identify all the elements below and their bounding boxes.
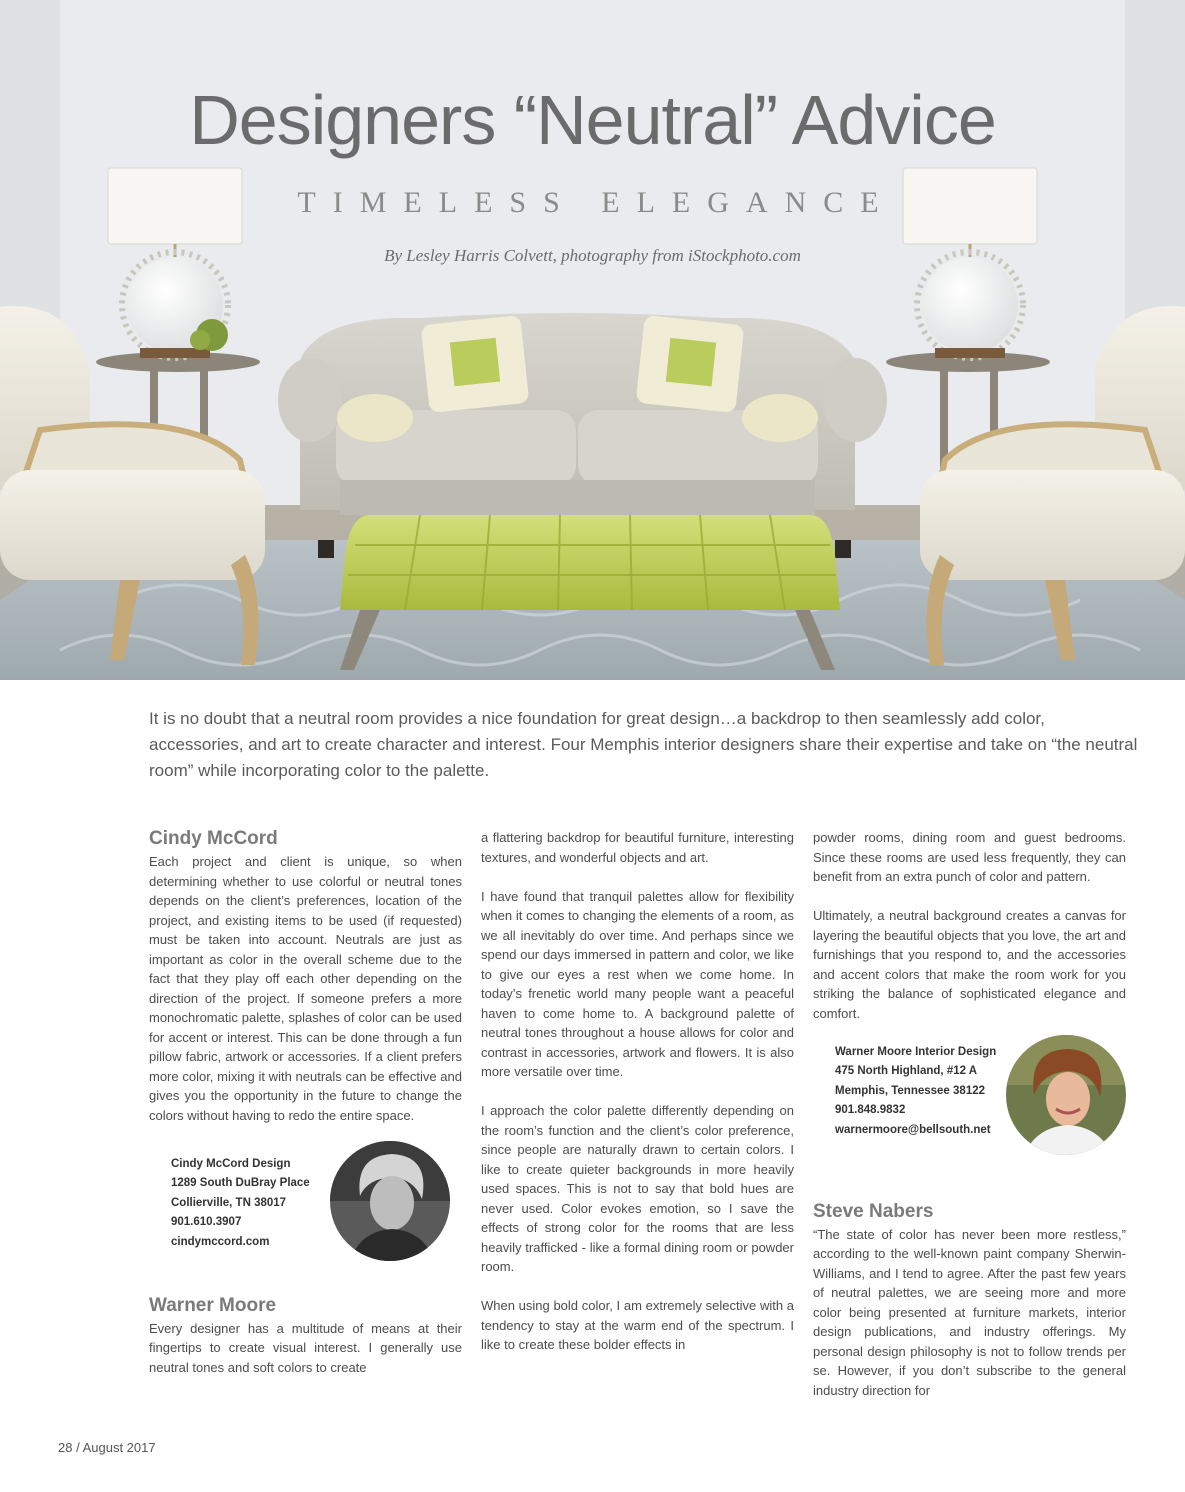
portrait-photo-warner (1006, 1035, 1126, 1155)
hero-photo (0, 0, 1185, 680)
contact-email: warnermoore@bellsouth.net (835, 1123, 991, 1136)
body-paragraph: Ultimately, a neutral background creates a canvas for layering the beautiful objects that you love, the art and furnishings that you respond to, and the accessories and accent colors that make the room work for you striking the balance of sophisticated elegance and comfort. (813, 908, 1126, 1021)
body-paragraph: “The state of color has never been more restless,” according to the well-known paint company Sherwin-Williams, and I tend to agree. After the past few years of neutral palettes, we are seeing more and more color being presented at furniture markets, interior design publications, and industry offerings. My personal design philosophy is not to follow trends per se. However, if you don’t subscribe to the general industry direction for (813, 1226, 1126, 1398)
body-paragraph: a flattering backdrop for beautiful furniture, interesting textures, and wonderful objects and art. (481, 830, 794, 865)
contact-company: Cindy McCord Design (171, 1157, 291, 1170)
body-paragraph: I have found that tranquil palettes allow for flexibility when it comes to changing the elements of a room, as we all inevitably do over time. And perhaps since we spend our days immersed in pattern and color, we like to give our eyes a rest when we come home. In today’s frenetic world many people want a peaceful haven to come home to. A background palette of neutral tones throughout a house allows for color and contrast in accessories, artwork and flowers. It is also more versatile over time. (481, 888, 794, 1079)
contact-city: Memphis, Tennessee 38122 (835, 1084, 985, 1097)
article-byline: By Lesley Harris Colvett, photography from iStockphoto.com (384, 246, 801, 265)
body-paragraph: I approach the color palette differently depending on the room’s function and the client’s color preference, since people are naturally drawn to certain colors. I like to create quieter backgrounds in more heavily used spaces. This is not to say that bold hues are never used. Color evokes emotion, so I save the effects of strong color for the rooms that are less heavily trafficked - like a formal dining room or powder room. (481, 1103, 794, 1274)
contact-details (835, 1043, 996, 1141)
contact-phone: 901.848.9832 (835, 1104, 906, 1116)
contact-city: Collierville, TN 38017 (171, 1196, 287, 1209)
portrait-photo-cindy (330, 1141, 450, 1261)
designer-name-steve: Steve Nabers (813, 1200, 934, 1222)
article-subtitle: TIMELESS ELEGANCE (297, 186, 896, 219)
page-footer: 28 / August 2017 (58, 1440, 156, 1455)
column-1 (149, 828, 462, 1397)
contact-details (171, 1155, 310, 1253)
contact-card-warner (813, 1043, 1126, 1191)
column-2 (481, 828, 794, 1374)
intro-paragraph: It is no doubt that a neutral room provides a nice foundation for great design…a backdrop to then seamlessly add color, accessories, and art to create character and interest. Four Memphis interior designers share their expertise and take on “the neutral room” while incorporating color to the palette. (149, 709, 1138, 780)
contact-card-cindy (149, 1145, 462, 1285)
body-paragraph: Every designer has a multitude of means at their fingertips to create visual interest. I generally use neutral tones and soft colors to create (149, 1320, 462, 1375)
designer-name-cindy: Cindy McCord (149, 828, 278, 849)
body-paragraph: powder rooms, dining room and guest bedrooms. Since these rooms are used less frequently, they can benefit from an extra punch of color and pattern. (813, 830, 1126, 884)
designer-name-warner: Warner Moore (149, 1294, 277, 1316)
contact-address: 475 North Highland, #12 A (835, 1065, 978, 1077)
column-3 (813, 828, 1126, 1420)
article-title: Designers “Neutral” Advice (189, 81, 996, 159)
contact-company: Warner Moore Interior Design (835, 1045, 997, 1058)
body-paragraph: When using bold color, I am extremely selective with a tendency to stay at the warm end of the spectrum. I like to create these bolder effects in (481, 1298, 794, 1352)
contact-website: cindymccord.com (171, 1235, 270, 1248)
body-paragraph: Each project and client is unique, so when determining whether to use colorful or neutral tones depends on the client’s preferences, location of the project, and existing items to be used (if requested) must be taken into account. Neutrals are just as important as color in the overall scheme due to the fact that they play off each other depending on the direction of the project. If someone prefers a more monochromatic palette, splashes of color can be used for accent or interest. This can be done through a fun pillow fabric, artwork or accessories. If a client prefers more color, mixing it with neutrals can be effective and gives you the opportunity in the future to change the colors without having to redo the entire space. (149, 854, 462, 1123)
contact-phone: 901.610.3907 (171, 1216, 242, 1228)
contact-address: 1289 South DuBray Place (171, 1177, 310, 1189)
